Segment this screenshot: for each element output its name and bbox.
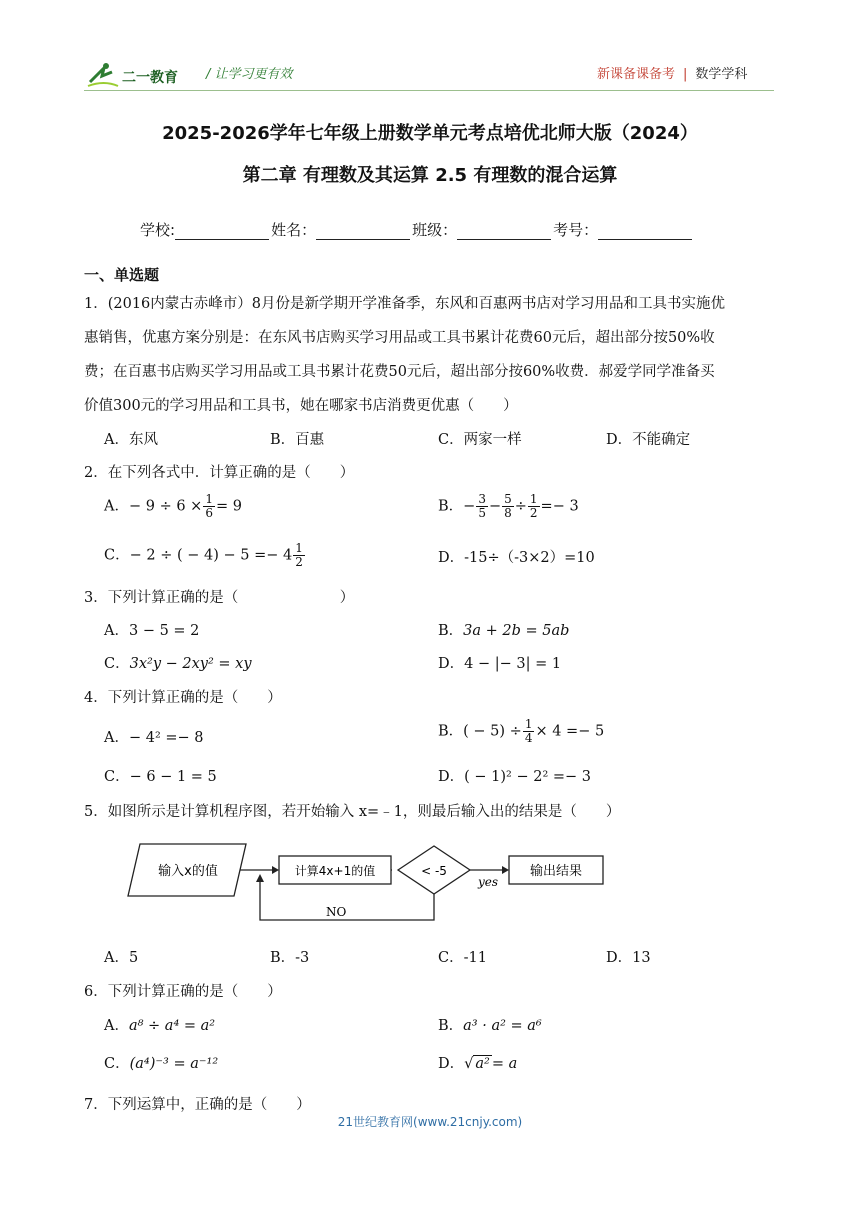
q3-stem: 3．下列计算正确的是（ ） [84,590,355,606]
logo [84,60,194,92]
q3-option-c[interactable] [104,652,252,673]
q2-c-frac: $\frac{1}{2}$ [295,541,303,569]
q2-b-part1: − [463,498,476,515]
info-line [140,219,694,240]
q3-d-prefix: D． [438,656,465,672]
q1-line2: 惠销售，优惠方案分别是：在东风书店购买学习用品或工具书累计花费60元后，超出部分按50%收 [84,330,715,346]
q6-d-rhs: = a [491,1056,518,1072]
q1-option-d[interactable]: D．不能确定 [606,432,691,448]
q3-b-prefix: B． [438,623,464,639]
class-label: 班级： [412,221,458,239]
q6-a-prefix: A． [104,1018,129,1034]
header-subject: 数学学科 [695,67,748,82]
q6-option-c[interactable] [104,1052,218,1073]
flow-compute-label: 计算4x+1的值 [294,864,376,878]
q2-b-frac3: $\frac{1}{2}$ [529,492,538,520]
q2-option-b[interactable] [438,493,579,520]
section-heading: 一、单选题 [84,266,160,284]
q7-stem: 7．下列运算中，正确的是（ ） [84,1097,311,1113]
q2-b-prefix: B． [438,498,464,515]
q3-b-expr: 3a + 2b = 5ab [463,623,570,639]
q4-d-expr: ( − 1)² − 2² =− 3 [464,769,592,785]
q4-stem: 4．下列计算正确的是（ ） [84,690,282,706]
q4-b-part2: × 4 =− 5 [535,723,605,740]
q2-a-part1: − 9 ÷ 6 × [128,498,203,515]
header-label: 新课备课备考 [597,67,676,82]
class-field[interactable] [457,226,551,240]
q4-option-a[interactable] [104,726,204,747]
flow-condition-label: < -5 [421,864,447,878]
q5-option-c[interactable]: C．-11 [438,950,487,966]
q4-c-expr: − 6 − 1 = 5 [129,769,217,785]
q4-b-frac: $\frac{1}{4}$ [524,717,533,745]
name-field[interactable] [316,226,410,240]
q2-option-c[interactable] [104,542,306,569]
q2-a-frac: $\frac{1}{6}$ [205,492,213,520]
q2-b-part3: ÷ [514,498,527,515]
flow-no-label: NO [326,905,347,919]
name-label: 姓名： [271,221,317,239]
slogan: / 让学习更有效 [206,67,293,82]
q3-d-expr: 4 − |− 3| = 1 [464,656,562,672]
school-field[interactable] [175,226,269,240]
q2-option-d[interactable]: D．-15÷（-3×2）=10 [438,550,595,566]
sqrt-icon: √ [464,1056,474,1072]
q6-d-prefix: D． [438,1056,465,1072]
q1-option-a[interactable]: A．东风 [104,432,158,448]
q2-option-a[interactable] [104,493,242,520]
q6-option-d[interactable] [438,1052,517,1073]
page-subtitle: 第二章 有理数及其运算 2.5 有理数的混合运算 [242,165,618,186]
q2-c-prefix: C． [104,547,130,564]
q2-b-frac2: $\frac{5}{8}$ [504,492,512,520]
q1-line4: 价值300元的学习用品和工具书，她在哪家书店消费更优惠（ ） [84,398,518,414]
q5-stem: 5．如图所示是计算机程序图，若开始输入 x=﹣1，则最后输入出的结果是（ ） [84,804,621,820]
number-label: 考号： [553,221,599,239]
q2-b-part2: − [488,498,502,515]
q6-b-expr: a³ · a² = a⁶ [463,1018,542,1034]
q4-b-part1: ( − 5) ÷ [463,723,522,740]
q2-c-part1: − 2 ÷ ( − 4) − 5 =− 4 [129,547,293,564]
flow-yes-label: yes [478,875,499,889]
q6-d-radicand: a² [475,1056,490,1072]
q6-option-a[interactable] [104,1014,215,1035]
q4-a-expr: − 4² =− 8 [128,730,204,746]
q2-stem: 2．在下列各式中．计算正确的是（ ） [84,465,355,481]
q3-option-d[interactable] [438,652,561,673]
header-divider [84,90,774,91]
page-title: 2025-2026学年七年级上册数学单元考点培优北师大版（2024） [162,123,698,144]
footer[interactable]: 21世纪教育网(www.21cnjy.com) [337,1115,523,1129]
header-right [597,63,747,82]
q5-option-a[interactable]: A．5 [104,950,139,966]
q3-a-prefix: A． [104,623,129,639]
q1-option-c[interactable]: C．两家一样 [438,432,522,448]
q2-b-frac1: $\frac{3}{5}$ [478,492,486,520]
q4-option-b[interactable] [438,718,604,745]
q5-option-d[interactable]: D．13 [606,950,651,966]
q6-b-prefix: B． [438,1018,464,1034]
q2-b-part4: =− 3 [540,498,579,515]
q4-option-c[interactable] [104,765,217,786]
logo-text: 二一教育 [122,70,178,86]
q4-b-prefix: B． [438,723,464,740]
q6-a-expr: a⁸ ÷ a⁴ = a² [128,1018,216,1034]
q1-option-b[interactable]: B．百惠 [270,432,325,448]
school-label: 学校: [140,221,176,239]
q3-a-expr: 3 − 5 = 2 [128,623,200,639]
q6-option-b[interactable] [438,1014,542,1035]
q6-stem: 6．下列计算正确的是（ ） [84,984,282,1000]
q4-option-d[interactable] [438,765,591,786]
q3-c-expr: 3x²y − 2xy² = xy [129,656,252,672]
q3-c-prefix: C． [104,656,130,672]
header-separator: | [683,67,688,82]
q6-c-expr: (a⁴)⁻³ = a⁻¹² [129,1056,219,1072]
flow-output-label: 输出结果 [529,864,583,879]
q5-option-b[interactable]: B．-3 [270,950,310,966]
q3-option-b[interactable] [438,619,569,640]
q3-option-a[interactable] [104,619,199,640]
q4-a-prefix: A． [104,730,129,746]
number-field[interactable] [598,226,692,240]
q2-a-prefix: A． [104,498,129,515]
flowchart [126,838,606,928]
q4-c-prefix: C． [104,769,130,785]
q4-d-prefix: D． [438,769,465,785]
flow-input-label: 输入x的值 [158,864,218,879]
q2-a-part2: = 9 [215,498,242,515]
q1-line3: 费；在百惠书店购买学习用品或工具书累计花费50元后，超出部分按60%收费．郝爱学同学准备买 [84,364,715,380]
q6-c-prefix: C． [104,1056,130,1072]
q1-line1: 1．(2016内蒙古赤峰市）8月份是新学期开学准备季，东风和百惠两书店对学习用品和工具书实施优 [84,296,726,312]
